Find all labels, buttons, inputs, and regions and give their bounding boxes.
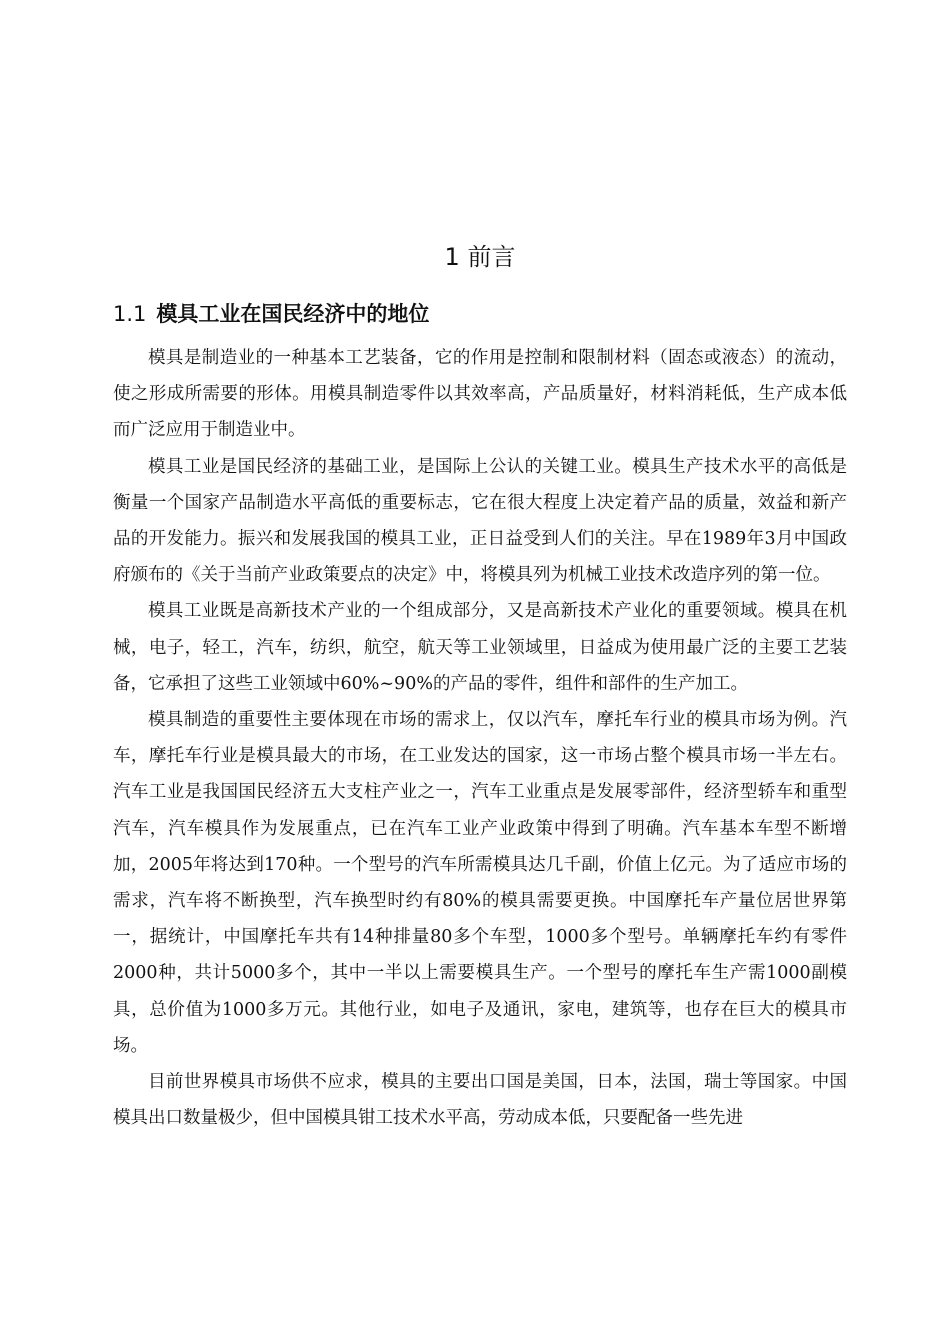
section-number: 1.1 xyxy=(113,302,147,326)
body-text xyxy=(113,340,847,1136)
paragraph: 模具工业既是高新技术产业的一个组成部分，又是高新技术产业化的重要领域。模具在机械，电子，轻工，汽车，纺织，航空，航天等工业领域里，日益成为使用最广泛的主要工艺装备，它承担了这些工业领域中60%~90%的产品的零件，组件和部件的生产加工。 xyxy=(113,601,847,694)
paragraph: 模具制造的重要性主要体现在市场的需求上，仅以汽车，摩托车行业的模具市场为例。汽车，摩托车行业是模具最大的市场，在工业发达的国家，这一市场占整个模具市场一半左右。汽车工业是我国国民经济五大支柱产业之一，汽车工业重点是发展零部件，经济型轿车和重型汽车，汽车模具作为发展重点，已在汽车工业产业政策中得到了明确。汽车基本车型不断增加，2005年将达到170种。一个型号的汽车所需模具达几千副，价值上亿元。为了适应市场的需求，汽车将不断换型，汽车换型时约有80%的模具需要更换。中国摩托车产量位居世界第一，据统计，中国摩托车共有14种排量80多个车型，1000多个型号。单辆摩托车约有零件2000种，共计5000多个，其中一半以上需要模具生产。一个型号的摩托车生产需1000副模具，总价值为1000多万元。其他行业，如电子及通讯，家电，建筑等，也存在巨大的模具市场。 xyxy=(113,710,847,1056)
paragraph: 模具是制造业的一种基本工艺装备，它的作用是控制和限制材料（固态或液态）的流动，使之形成所需要的形体。用模具制造零件以其效率高，产品质量好，材料消耗低，生产成本低而广泛应用于制造业中。 xyxy=(113,348,847,441)
paragraph: 模具工业是国民经济的基础工业，是国际上公认的关键工业。模具生产技术水平的高低是衡量一个国家产品制造水平高低的重要标志，它在很大程度上决定着产品的质量，效益和新产品的开发能力。振兴和发展我国的模具工业，正日益受到人们的关注。早在1989年3月中国政府颁布的《关于当前产业政策要点的决定》中，将模具列为机械工业技术改造序列的第一位。 xyxy=(113,456,847,586)
section-title: 模具工业在国民经济中的地位 xyxy=(156,302,430,326)
paragraph: 目前世界模具市场供不应求，模具的主要出口国是美国，日本，法国，瑞士等国家。中国模具出口数量极少，但中国模具钳工技术水平高，劳动成本低，只要配备一些先进 xyxy=(113,1072,847,1129)
section-heading xyxy=(113,297,429,331)
chapter-title: 1 前言 xyxy=(444,243,516,271)
